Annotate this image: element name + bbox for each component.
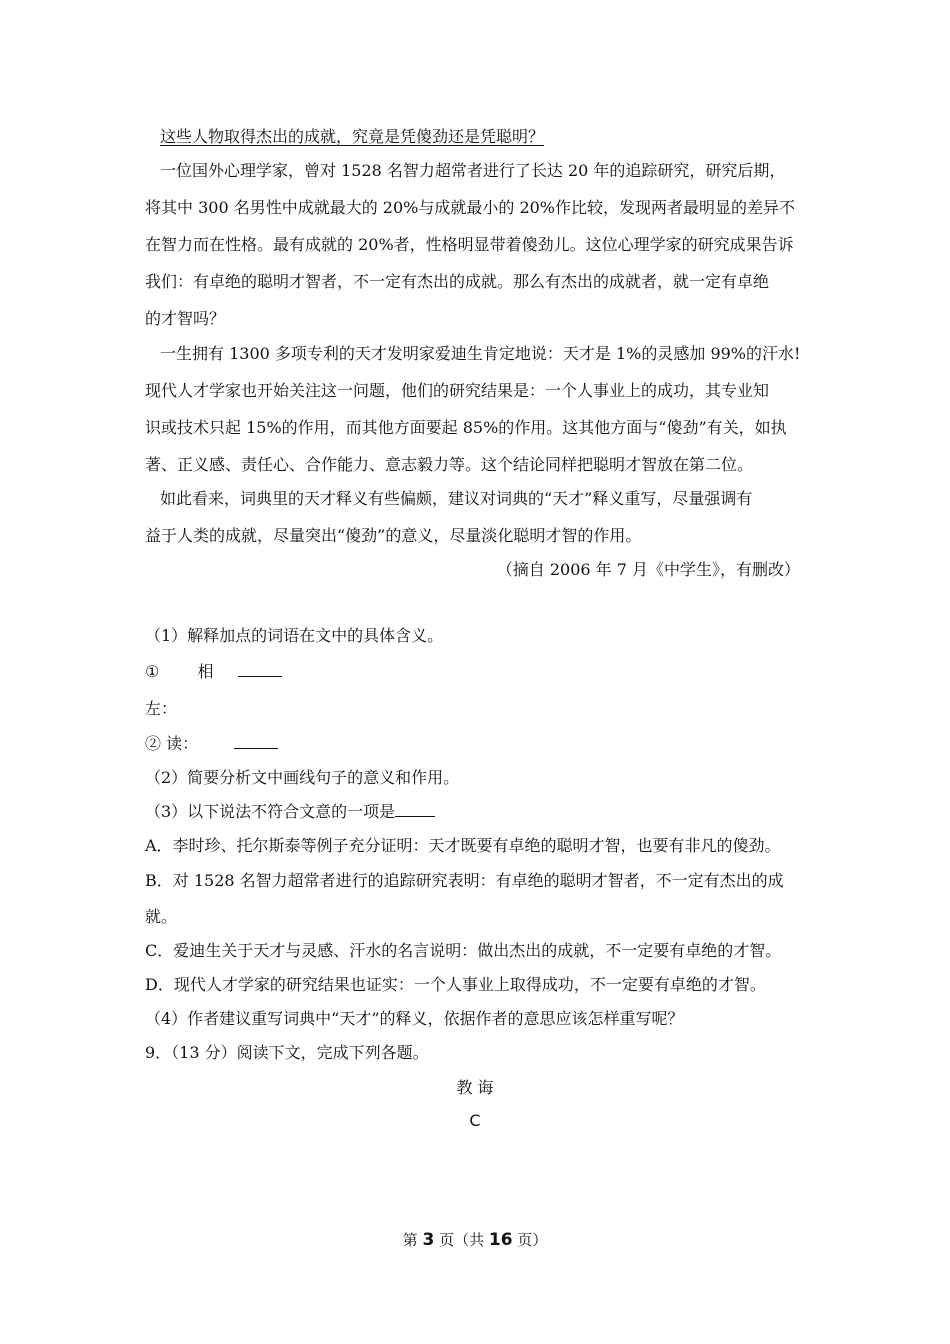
- option-b-line2: 就。: [145, 907, 178, 926]
- footer-mid: 页（共: [439, 1231, 485, 1249]
- question-4: （4）作者建议重写词典中“天才”的释义，依据作者的意思应该怎样重写呢？: [145, 1009, 684, 1028]
- para2-line3: 识或技术只起 15%的作用，而其他方面要起 85%的作用。这其他方面与“傻劲”有关，如执: [145, 418, 787, 437]
- para2-line2: 现代人才学家也开始关注这一问题，他们的研究结果是：一个人事业上的成功，其专业知: [145, 381, 770, 400]
- footer-total-pages: 16: [488, 1230, 513, 1250]
- item-1-continuation: 左：: [145, 699, 178, 718]
- para2-line1: 一生拥有 1300 多项专利的天才发明家爱迪生肯定地说：天才是 1%的灵感加 99%的汗水!: [160, 344, 801, 363]
- para1-line1: 一位国外心理学家，曾对 1528 名智力超常者进行了长达 20 年的追踪研究，研究后期，: [160, 161, 786, 180]
- para2-line4: 著、正义感、责任心、合作能力、意志毅力等。这个结论同样把聪明才智放在第二位。: [145, 455, 754, 474]
- question-1-item-1: [145, 662, 815, 682]
- question-1-item-2: [145, 734, 815, 754]
- item-2-label: ② 读：: [145, 734, 199, 753]
- option-d: D．现代人才学家的研究结果也证实：一个人事业上取得成功，不一定要有卓绝的才智。: [145, 975, 766, 994]
- para3-line1: 如此看来，词典里的天才释义有些偏颇，建议对词典的“天才”释义重写，尽量强调有: [160, 489, 753, 508]
- footer-page-number: 3: [422, 1230, 435, 1250]
- answer-blank-1[interactable]: [238, 662, 282, 677]
- option-c: C．爱迪生关于天才与灵感、汗水的名言说明：做出杰出的成就，不一定要有卓绝的才智。: [145, 941, 782, 960]
- question-3: [145, 802, 815, 822]
- item-1-word: 相: [197, 662, 214, 681]
- answer-blank-2[interactable]: [234, 734, 278, 749]
- option-a: A．李时珍、托尔斯泰等例子充分证明：天才既要有卓绝的聪明才智，也要有非凡的傻劲。: [145, 836, 781, 855]
- para1-line3: 在智力而在性格。最有成就的 20%者，性格明显带着傻劲儿。这位心理学家的研究成果告诉: [145, 235, 794, 254]
- source-citation: （摘自 2006 年 7 月《中学生》，有删改）: [496, 560, 800, 579]
- underlined-sentence: 这些人物取得杰出的成就，究竟是凭傻劲还是凭聪明？: [160, 127, 545, 146]
- passage-author: C: [469, 1111, 481, 1130]
- question-3-text: （3）以下说法不符合文意的一项是: [145, 802, 396, 821]
- page-footer: [0, 1229, 950, 1250]
- para3-line2: 益于人类的成就，尽量突出“傻劲”的意义，尽量淡化聪明才智的作用。: [145, 526, 642, 545]
- para1-line5: 的才智吗？: [145, 309, 226, 328]
- question-9-heading: 9．（13 分）阅读下文，完成下列各题。: [145, 1043, 429, 1062]
- item-1-number: ①: [145, 662, 160, 681]
- para1-line2: 将其中 300 名男性中成就最大的 20%与成就最小的 20%作比较，发现两者最明显的差异不: [145, 198, 796, 217]
- para1-line4: 我们：有卓绝的聪明才智者，不一定有杰出的成就。那么有杰出的成就者，就一定有卓绝: [145, 272, 770, 291]
- question-1: （1）解释加点的词语在文中的具体含义。: [145, 626, 444, 645]
- question-2: （2）简要分析文中画线句子的意义和作用。: [145, 768, 460, 787]
- footer-suffix: 页）: [517, 1231, 548, 1249]
- answer-blank-3[interactable]: [395, 802, 435, 817]
- footer-prefix: 第: [402, 1231, 418, 1249]
- passage-title: 教 诲: [456, 1078, 494, 1097]
- option-b-line1: B．对 1528 名智力超常者进行的追踪研究表明：有卓绝的聪明才智者，不一定有杰出的成: [145, 871, 784, 890]
